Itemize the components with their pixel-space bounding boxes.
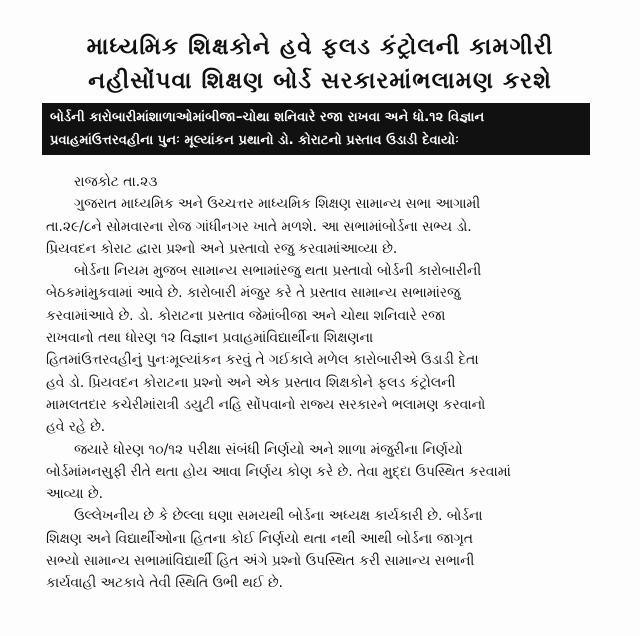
headline [20,30,620,98]
body-line: હિતમાંઉત્તરવહીનું પુનઃમૂલ્યાંકન કરવું તે ગઈકાલે મળેલ કારોબારીએ ઉડાડી દેતા [46,352,479,369]
subheadline-box [42,103,590,155]
body-line: હવે ડો. પ્રિયવદન કોરાટના પ્રશ્નો અને એક પ્રસ્તાવ શિક્ષકોને ફલડ કંટ્રોલની [46,374,456,391]
body-line: શિક્ષણ અને વિદ્યાર્થીઓના હિતના કોઈ નિર્ણયો થતા નથી આથી બોર્ડના જાગૃત [46,530,473,547]
body-line: બેઠકમાંમુકવામાં આવે છે. કારોબારી મંજુર કરે તે પ્રસ્તાવ સામાન્ય સભામાંરજુ [46,285,461,302]
body-line: ગુજરાત માધ્યમિક અને ઉચ્ચત્તર માધ્યમિક શિક્ષણ સામાન્ય સભા આગામી [74,196,481,213]
body-line: ઉલ્લેખનીય છે કે છેલ્લા ઘણા સમયથી બોર્ડના અધ્યક્ષ કાર્યકારી છે. બોર્ડના [74,508,483,525]
body-line: આવ્યા છે. [46,486,103,503]
body-line: હવે રહે છે. [46,419,106,436]
body-line: બોર્ડમાંમનસુફી રીતે થતા હોય આવા નિર્ણય કોણ કરે છે. તેવા મુદ્દા ઉપસ્થિત કરવામાં [46,463,511,480]
body-line: રાખવાનો તથા ધોરણ ૧૨ વિજ્ઞાન પ્રવાહમાંવિદ્યાર્થીના શિક્ષણના [46,330,374,347]
subheadline-line: પ્રવાહમાંઉત્તરવહીના પુનઃ મૂલ્યાંકન પ્રથાનો ડો. કોરાટનો પ્રસ્તાવ ઉડાડી દેવાયોઃ [50,133,459,148]
body-line: બોર્ડના નિયમ મુજબ સામાન્ય સભામાંરજુ થતા પ્રસ્તાવો બોર્ડની કારોબારીની [74,263,482,280]
headline-line: નહીસોંપવા શિક્ષણ બોર્ડ સરકારમાંભલામણ કરશે [88,68,552,94]
body-line: કરવામાંઆવે છે. ડો. કોરાટના પ્રસ્તાવ જેમાંબીજા અને ચોથા શનિવારે રજા [46,307,446,324]
dateline: રાજકોટ તા.૨૩ [74,174,158,190]
article-body [46,171,594,595]
body-line: સભ્યો સામાન્ય સભામાંવિદ્યાર્થી હિત અંગે પ્રશ્નો ઉપસ્થિત કરી સામાન્ય સભાની [46,553,475,570]
body-line: જયારે ધોરણ ૧૦/૧૨ પરીક્ષા સંબંધી નિર્ણયો અને શાળા મંજુરીના નિર્ણયો [74,441,463,458]
body-line: પ્રિયવદન કોરાટ દ્વારા પ્રશ્નો અને પ્રસ્તાવો રજુ કરવામાંઆવ્યા છે. [46,240,398,257]
headline-line: માધ્યમિક શિક્ષકોને હવે ફલડ કંટ્રોલની કામગીરી [86,34,554,60]
body-line: મામલતદાર કચેરીમાંરાત્રી ડયુટી નહિ સોંપવાનો રાજ્ય સરકારને ભલામણ કરવાનો [46,396,486,413]
subheadline-line: બોર્ડની કારોબારીમાંશાળાઓમાંબીજા–ચોથા શનિવારે રજા રાખવા અને ધો.૧૨ વિજ્ઞાન [50,110,485,125]
body-line: કાર્યવાહી અટકાવે તેવી સ્થિતિ ઉભી થઈ છે. [46,575,283,592]
body-line: તા.૨૯/૮ને સોમવારના રોજ ગાંધીનગર ખાતે મળશે. આ સભામાંબોર્ડના સભ્ય ડો. [46,218,472,235]
